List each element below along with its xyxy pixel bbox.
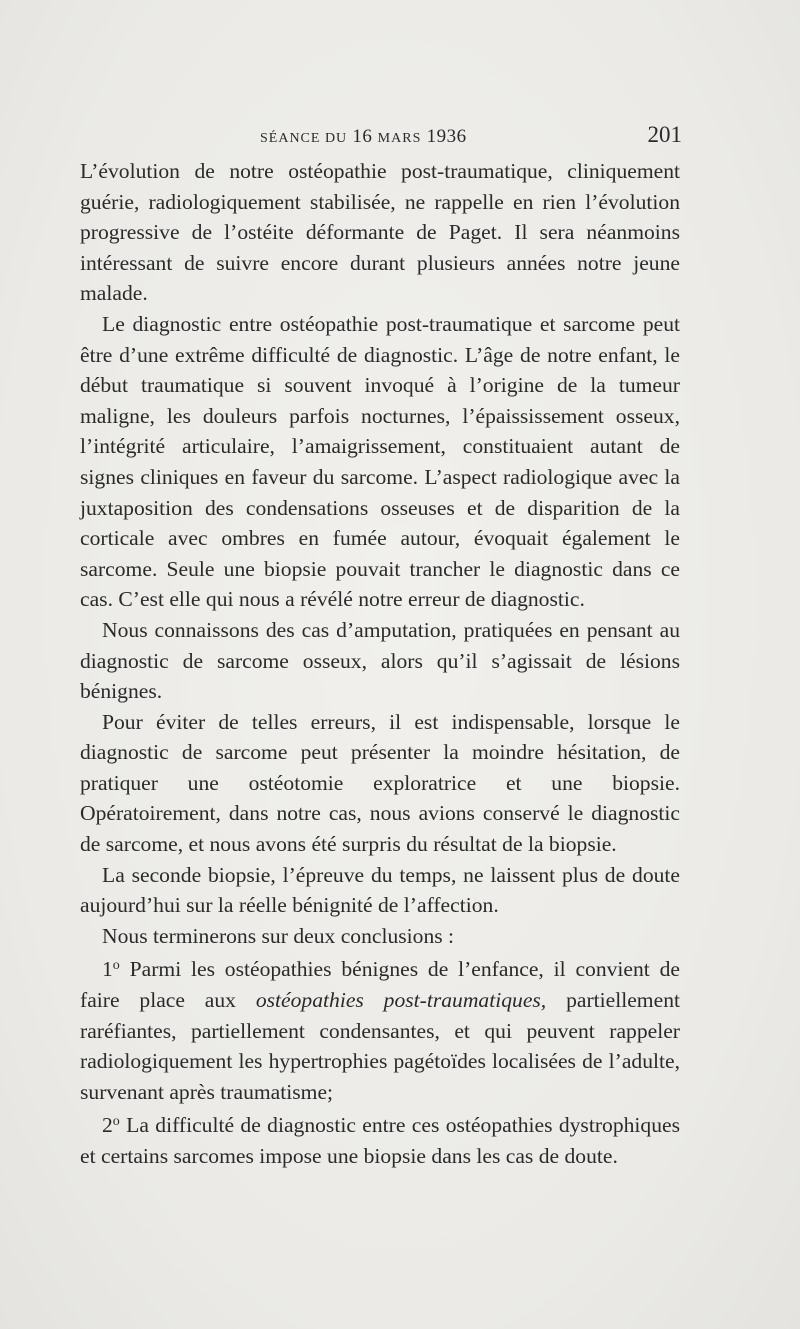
session-label: SÉANCE DU — [260, 131, 348, 146]
paragraph: Pour éviter de telles erreurs, il est indispensable, lorsque le diagnostic de sarcome peut présenter la moindre hésitation, de pratiquer une ostéotomie exploratrice et une biopsie. Opératoirement, dans notre cas, nous avions conservé le diagnostic de sarcome, et nous avons été surpris du résultat de la biopsie. — [80, 709, 680, 857]
running-head-title — [260, 126, 467, 148]
conclusion-1 — [80, 951, 680, 1107]
conclusion-number: 2 — [102, 1113, 113, 1138]
paragraph: Nous connaissons des cas d’amputation, pratiquées en pensant au diagnostic de sarcome osseux, alors qu’il s’agissait de lésions bénignes. — [80, 617, 680, 704]
conclusion-number: 1 — [102, 957, 113, 982]
session-month: MARS — [377, 131, 422, 146]
session-day: 16 — [352, 126, 373, 147]
conclusion-text: partiellement raréfiantes, partiellement condensantes, et qui peuvent rappeler radiologiquement les hypertrophies pagétoïdes localisées de l’adulte, survenant après traumatisme; — [80, 988, 680, 1104]
paragraph: La seconde biopsie, l’épreuve du temps, ne laissent plus de doute aujourd’hui sur la réelle bénignité de l’affection. — [80, 862, 680, 918]
ordinal-mark: o — [112, 1114, 120, 1130]
running-head — [80, 120, 680, 152]
page-number: 201 — [647, 122, 682, 147]
conclusion-text: Parmi les ostéopathies bénignes de l’enfance, il convient de faire place aux — [80, 957, 680, 1013]
italic-term: ostéopathies post-traumatiques, — [255, 988, 547, 1013]
ordinal-mark: o — [112, 958, 120, 974]
body-text — [80, 156, 680, 1172]
paragraph: L’évolution de notre ostéopathie post-traumatique, cliniquement guérie, radiologiquement stabilisée, ne rappelle en rien l’évolution progressive de l’ostéite déformante de Paget. Il sera néanmoins intéressant de suivre encore durant plusieurs années notre jeune malade. — [80, 159, 680, 306]
paragraph: Le diagnostic entre ostéopathie post-traumatique et sarcome peut être d’une extrême difficulté de diagnostic. L’âge de notre enfant, le début traumatique si souvent invoqué à l’origine de la tumeur maligne, les douleurs parfois nocturnes, l’épaississement osseux, l’intégrité articulaire, l’amaigrissement, constituaient autant de signes cliniques en faveur du sarcome. L’aspect radiologique avec la juxtaposition des condensations osseuses et de disparition de la corticale avec ombres en fumée autour, évoquait également le sarcome. Seule une biopsie pouvait trancher le diagnostic dans ce cas. C’est elle qui nous a révélé notre erreur de diagnostic. — [80, 311, 680, 612]
conclusion-text: La difficulté de diagnostic entre ces ostéopathies dystrophiques et certains sarcomes impose une biopsie dans les cas de doute. — [80, 1113, 680, 1168]
paragraph: Nous terminerons sur deux conclusions : — [102, 923, 455, 948]
conclusion-2 — [80, 1107, 680, 1171]
session-year: 1936 — [426, 126, 467, 147]
